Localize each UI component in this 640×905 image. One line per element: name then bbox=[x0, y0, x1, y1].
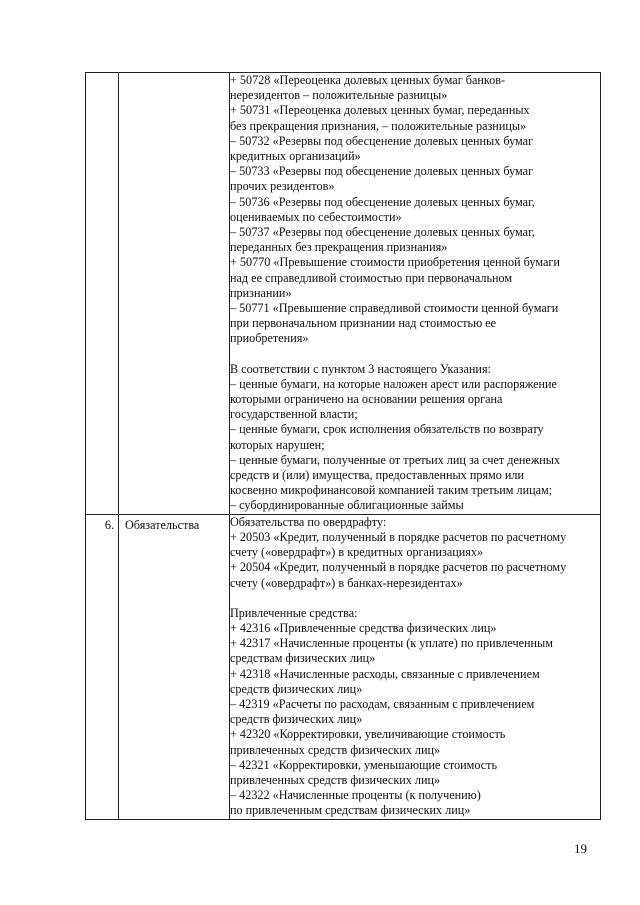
content-line: – 50733 «Резервы под обесценение долевых ценных бумаг bbox=[230, 164, 534, 179]
content-line: – 50736 «Резервы под обесценение долевых ценных бумаг, bbox=[230, 194, 535, 209]
content-line: признании» bbox=[230, 285, 292, 300]
content-line: приобретения» bbox=[230, 331, 309, 346]
content-line: + 20503 «Кредит, полученный в порядке расчетов по расчетному bbox=[230, 529, 567, 544]
content-line: Привлеченные средства: bbox=[230, 605, 358, 620]
content-line: без прекращения признания, – положительные разницы» bbox=[230, 118, 527, 133]
table-row bbox=[86, 514, 601, 819]
content-line: Обязательства по овердрафту: bbox=[230, 514, 387, 529]
row-number-cell bbox=[86, 73, 119, 515]
row-name bbox=[119, 73, 229, 76]
page-number: 19 bbox=[574, 841, 587, 856]
row-name-cell bbox=[119, 514, 230, 819]
content-line: которых нарушен; bbox=[230, 437, 325, 452]
content-line: – 42322 «Начисленные проценты (к получению) bbox=[230, 788, 481, 803]
content-line: привлеченных средств физических лиц» bbox=[230, 772, 441, 787]
content-line: – ценные бумаги, полученные от третьих лиц за счет денежных bbox=[230, 452, 561, 467]
content-line: средств физических лиц» bbox=[230, 712, 363, 727]
row-number-cell bbox=[86, 514, 119, 819]
content-line: нерезидентов – положительные разницы» bbox=[230, 88, 448, 103]
content-line: по привлеченным средствам физических лиц» bbox=[230, 803, 471, 818]
content-line: – субординированные облигационные займы bbox=[230, 498, 464, 513]
content-line: + 50770 «Превышение стоимости приобретения ценной бумаги bbox=[230, 255, 560, 270]
content-line: при первоначальном признании над стоимостью ее bbox=[230, 316, 497, 331]
content-line: – 50771 «Превышение справедливой стоимости ценной бумаги bbox=[230, 301, 559, 316]
row-content-cell bbox=[230, 73, 601, 515]
content-line: переданных без прекращения признания» bbox=[230, 240, 448, 255]
content-line: привлеченных средств физических лиц» bbox=[230, 742, 441, 757]
content-line: + 42318 «Начисленные расходы, связанные с привлечением bbox=[230, 666, 540, 681]
content-line: В соответствии с пунктом 3 настоящего Указания: bbox=[230, 361, 491, 376]
table-row bbox=[86, 73, 601, 515]
row-number bbox=[86, 73, 118, 76]
content-line: – ценные бумаги, срок исполнения обязательств по возврату bbox=[230, 422, 544, 437]
content-line: – 42319 «Расчеты по расходам, связанным с привлечением bbox=[230, 696, 535, 711]
content-line: государственной власти; bbox=[230, 407, 358, 422]
content-line: средств физических лиц» bbox=[230, 681, 363, 696]
content-line: прочих резидентов» bbox=[230, 179, 335, 194]
content-line: – 42321 «Корректировки, уменьшающие стоимость bbox=[230, 757, 498, 772]
row-name: Обязательства bbox=[125, 517, 200, 532]
content-line: + 42320 «Корректировки, увеличивающие стоимость bbox=[230, 727, 506, 742]
row-number: 6. bbox=[104, 517, 114, 532]
content-line: которыми ограничено на основании решения органа bbox=[230, 392, 503, 407]
content-line: счету («овердрафт») в кредитных организациях» bbox=[230, 545, 484, 560]
content-line: + 50731 «Переоценка долевых ценных бумаг, переданных bbox=[230, 103, 530, 118]
content-line: – 50737 «Резервы под обесценение долевых ценных бумаг, bbox=[230, 225, 535, 240]
row-content-cell bbox=[230, 514, 601, 819]
content-line: + 50728 «Переоценка долевых ценных бумаг банков- bbox=[230, 73, 506, 87]
accounts-table bbox=[85, 72, 601, 820]
content-line: косвенно микрофинансовой компанией таким третьим лицам; bbox=[230, 483, 553, 498]
content-line: + 42317 «Начисленные проценты (к уплате) по привлеченным bbox=[230, 636, 553, 651]
content-line: кредитных организаций» bbox=[230, 149, 361, 164]
content-line: оцениваемых по себестоимости» bbox=[230, 209, 402, 224]
paragraph-gap bbox=[230, 591, 600, 606]
content-line: + 42316 «Привлеченные средства физических лиц» bbox=[230, 620, 497, 635]
table-body bbox=[86, 73, 601, 820]
content-line: средств и (или) имущества, предоставленных прямо или bbox=[230, 468, 525, 483]
content-line: над ее справедливой стоимостью при первоначальном bbox=[230, 270, 513, 285]
content-line: – ценные бумаги, на которые наложен арест или распоряжение bbox=[230, 376, 557, 391]
content-line: средствам физических лиц» bbox=[230, 651, 376, 666]
content-line: счету («овердрафт») в банках-нерезидентах» bbox=[230, 575, 463, 590]
row-name-cell bbox=[119, 73, 230, 515]
content-line: – 50732 «Резервы под обесценение долевых ценных бумаг bbox=[230, 133, 534, 148]
content-line: + 20504 «Кредит, полученный в порядке расчетов по расчетному bbox=[230, 560, 567, 575]
paragraph-gap bbox=[230, 347, 600, 362]
